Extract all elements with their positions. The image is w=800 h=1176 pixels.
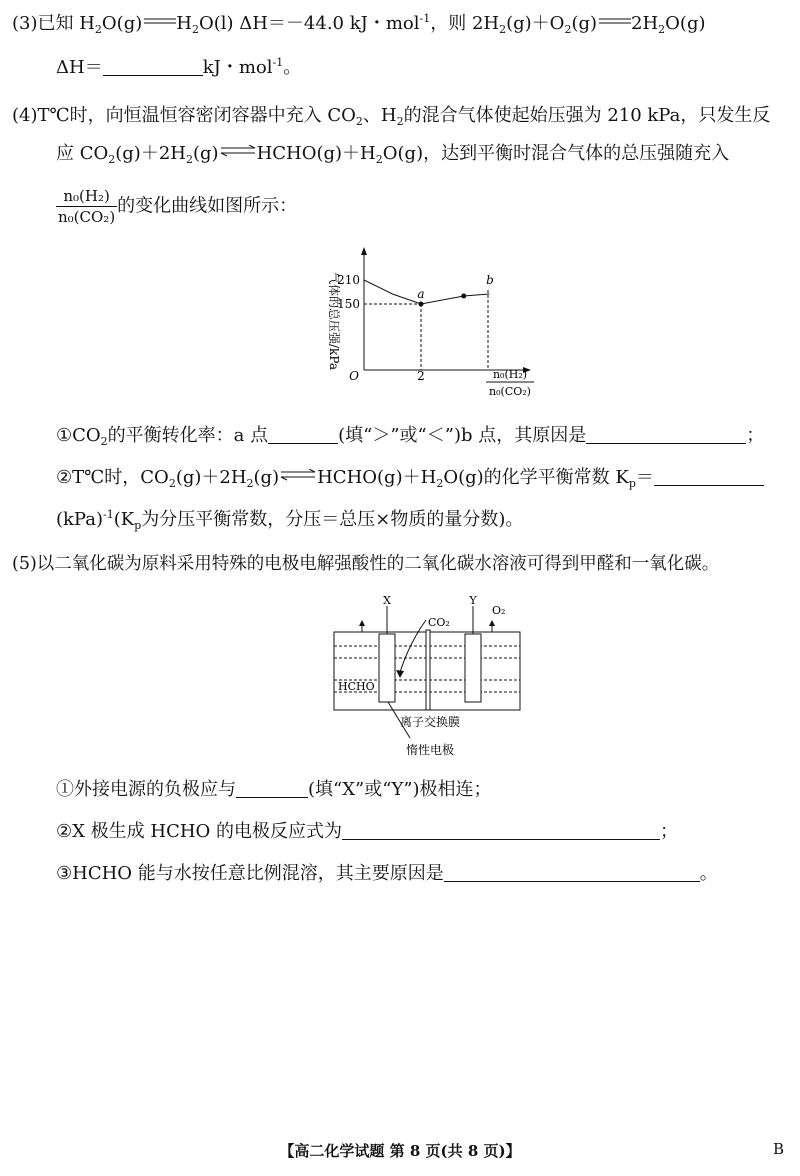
q4-sub2: ②T℃时，$CO_2(g)+2H_2(g)$ $HCHO(g)+H_2O(g)$的化学平衡常数 $K_p=$ [56,466,764,490]
q4-sub1: $①CO_2$的平衡转化率：a 点 (填“＞”或“＜”)b 点，其原因是 ； [56,425,765,448]
answer-blank-solubility[interactable] [444,863,700,882]
point-a-label: a [417,287,425,301]
y-tick-150: 150 [337,297,360,311]
co2-pointer [400,620,426,672]
q5-sub1: ①外接电源的负极应与 (填“X”或“Y”)极相连； [56,779,492,800]
point-b-label: b [486,273,494,287]
equilibrium-arrow-icon [279,469,317,481]
q3-line2: ΔH＝ kJ・mol$^{-1}$。 [56,56,302,78]
q4-line3: $\frac{\text{n₀(H₂)}}{\text{n₀(CO₂)}}$ 的变化曲线如图所示： [58,187,298,226]
footer-letter: B [772,1140,784,1158]
membrane [426,630,430,710]
series-line [364,280,489,304]
label-hcho: HCHO [338,680,375,693]
electrode-x [379,634,395,702]
origin-label: O [349,369,359,383]
up-arrow-icon [489,620,495,626]
x-label-den: n₀(CO₂) [489,385,531,398]
label-y: Y [469,594,477,607]
q5-sub3: ③HCHO 能与水按任意比例混溶，其主要原因是 。 [56,863,718,884]
pressure-chart [306,246,546,406]
answer-blank-compare[interactable] [268,425,338,444]
pointer-arrow-icon [396,670,404,678]
ratio-fraction: $\frac{\text{n₀(H₂)}}{\text{n₀(CO₂)}}$ [58,187,116,226]
equals-arrow-icon [597,16,631,26]
y-tick-210: 210 [337,273,360,287]
label-membrane: 离子交换膜 [399,715,461,729]
equilibrium-arrow-icon [219,145,257,157]
label-co2: CO₂ [428,616,450,629]
chart-ylabel: 气体的总压强/kPa [327,271,341,371]
answer-blank-electrode[interactable] [236,779,308,798]
answer-blank-reason[interactable] [586,425,746,444]
label-o2: O₂ [492,604,506,617]
q3-line1: (3)已知 $H_2O(g)$ $H_2O(l)$ ΔH＝－44.0 kJ・mol$^{-1}$，则 $2H_2(g)+O_2(g)$ $2H_2O(g)$ [12,12,706,36]
q4-line1: (4)T℃时，向恒温恒容密闭容器中充入 $CO_2$、$H_2$的混合气体使起始压强为 210 kPa，只发生反 [12,105,771,128]
up-arrow-icon [359,620,365,626]
answer-blank-dh[interactable] [103,57,203,76]
q5-sub2: ②X 极生成 HCHO 的电极反应式为 ； [56,821,679,842]
footer-title: 【高二化学试题 第 8 页(共 8 页)】 [279,1142,521,1160]
equals-arrow-icon [142,16,176,26]
q5-line1: (5)以二氧化碳为原料采用特殊的电极电解强酸性的二氧化碳水溶液可得到甲醛和一氧化碳。 [12,554,720,574]
y-axis-arrow [361,247,367,255]
electrode-y [465,634,481,702]
label-electrode: 惰性电极 [405,743,455,757]
x-tick-2: 2 [417,369,425,383]
point-b [461,294,466,299]
q4-line2: 应 $CO_2(g)+2H_2(g)$ $HCHO(g)+H_2O(g)$，达到平衡时混合气体的总压强随充入 [56,143,730,166]
electrolysis-cell-diagram [330,592,530,762]
label-x: X [383,594,391,607]
point-a [419,302,424,307]
answer-blank-equation[interactable] [342,821,660,840]
q4-sub3: $(kPa)^{-1}(K_p$为分压平衡常数，分压＝总压×物质的量分数)。 [56,508,524,532]
x-label-num: n₀(H₂) [492,368,528,381]
answer-blank-kp[interactable] [654,467,764,486]
